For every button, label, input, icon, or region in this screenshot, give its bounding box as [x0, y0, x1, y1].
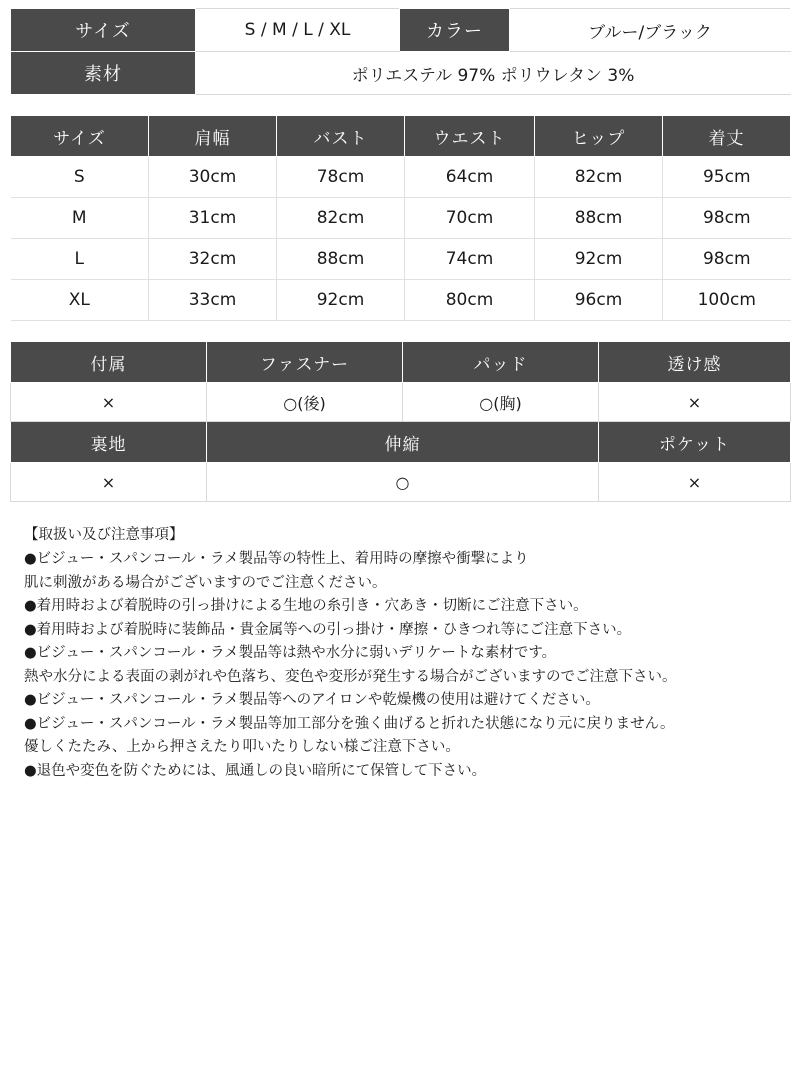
size-col-header: バスト: [277, 116, 405, 157]
size-cell: 80cm: [405, 280, 535, 321]
spacer: [10, 321, 790, 341]
attr-header-zipper: ファスナー: [207, 342, 403, 383]
size-cell: 82cm: [277, 198, 405, 239]
attr-value-pocket: ×: [599, 463, 791, 502]
attr-header-sheerness: 透け感: [599, 342, 791, 383]
attr-value-accessory: ×: [11, 383, 207, 422]
attr-value-pad: ○(胸): [403, 383, 599, 422]
size-cell: 32cm: [149, 239, 277, 280]
size-cell: 31cm: [149, 198, 277, 239]
size-cell: 98cm: [663, 239, 791, 280]
spec-value-material: ポリエステル 97% ポリウレタン 3%: [196, 52, 791, 95]
spec-table: [10, 8, 791, 95]
spec-label-material: 素材: [11, 52, 196, 95]
size-cell: 74cm: [405, 239, 535, 280]
spec-value-color: ブルー/ブラック: [510, 9, 791, 52]
spec-label-color: カラー: [400, 9, 510, 52]
care-note-line: ●着用時および着脱時に装飾品・貴金属等への引っ掛け・摩擦・ひきつれ等にご注意下さい。: [24, 621, 632, 638]
table-header-row: [11, 422, 791, 463]
attr-value-zipper: ○(後): [207, 383, 403, 422]
size-cell: 33cm: [149, 280, 277, 321]
size-cell: M: [11, 198, 149, 239]
care-note-line: 肌に刺激がある場合がございますのでご注意ください。: [24, 574, 387, 591]
table-header-row: [11, 342, 791, 383]
table-row: [11, 463, 791, 502]
attr-value-lining: ×: [11, 463, 207, 502]
size-col-header: 着丈: [663, 116, 791, 157]
care-note-line: ●ビジュー・スパンコール・ラメ製品等加工部分を強く曲げると折れた状態になり元に戻りません。: [24, 715, 675, 732]
size-measurement-table: [10, 115, 791, 321]
size-cell: 82cm: [535, 157, 663, 198]
attr-header-stretch: 伸縮: [207, 422, 599, 463]
size-cell: 96cm: [535, 280, 663, 321]
size-col-header: ウエスト: [405, 116, 535, 157]
size-cell: 70cm: [405, 198, 535, 239]
table-row: [11, 9, 791, 52]
size-cell: 98cm: [663, 198, 791, 239]
size-cell: 95cm: [663, 157, 791, 198]
care-note-line: ●ビジュー・スパンコール・ラメ製品等は熱や水分に弱いデリケートな素材です。: [24, 645, 557, 662]
spacer: [10, 95, 790, 115]
care-note-line: ●退色や変色を防ぐためには、風通しの良い暗所にて保管して下さい。: [24, 762, 487, 779]
attribute-table-primary: [10, 341, 791, 502]
table-header-row: [11, 116, 791, 157]
size-cell: 92cm: [277, 280, 405, 321]
size-col-header: 肩幅: [149, 116, 277, 157]
attr-header-pocket: ポケット: [599, 422, 791, 463]
size-cell: 100cm: [663, 280, 791, 321]
care-note-line: 熱や水分による表面の剥がれや色落ち、変色や変形が発生する場合がございますのでご注意下さい。: [24, 668, 677, 685]
size-cell: 30cm: [149, 157, 277, 198]
attr-header-accessory: 付属: [11, 342, 207, 383]
attr-value-stretch: ○: [207, 463, 599, 502]
table-row: [11, 198, 791, 239]
size-cell: S: [11, 157, 149, 198]
care-note-line: ●ビジュー・スパンコール・ラメ製品等へのアイロンや乾燥機の使用は避けてください。: [24, 692, 600, 709]
table-row: [11, 383, 791, 422]
size-cell: 88cm: [277, 239, 405, 280]
table-row: [11, 239, 791, 280]
attr-header-lining: 裏地: [11, 422, 207, 463]
spec-label-size: サイズ: [11, 9, 196, 52]
size-cell: 78cm: [277, 157, 405, 198]
spec-value-size: S / M / L / XL: [196, 9, 400, 52]
size-cell: 92cm: [535, 239, 663, 280]
table-row: [11, 280, 791, 321]
size-cell: XL: [11, 280, 149, 321]
care-note-line: ●ビジュー・スパンコール・ラメ製品等の特性上、着用時の摩擦や衝撃により: [24, 551, 529, 568]
size-cell: 88cm: [535, 198, 663, 239]
size-col-header: ヒップ: [535, 116, 663, 157]
care-notes: [10, 524, 790, 783]
attr-header-pad: パッド: [403, 342, 599, 383]
table-row: [11, 157, 791, 198]
care-note-line: 優しくたたみ、上から押さえたり叩いたりしない様ご注意下さい。: [24, 739, 460, 756]
care-note-line: ●着用時および着脱時の引っ掛けによる生地の糸引き・穴あき・切断にご注意下さい。: [24, 598, 588, 615]
size-cell: 64cm: [405, 157, 535, 198]
size-cell: L: [11, 239, 149, 280]
size-col-header: サイズ: [11, 116, 149, 157]
care-notes-title: 【取扱い及び注意事項】: [24, 527, 184, 543]
attr-value-sheerness: ×: [599, 383, 791, 422]
table-row: [11, 52, 791, 95]
